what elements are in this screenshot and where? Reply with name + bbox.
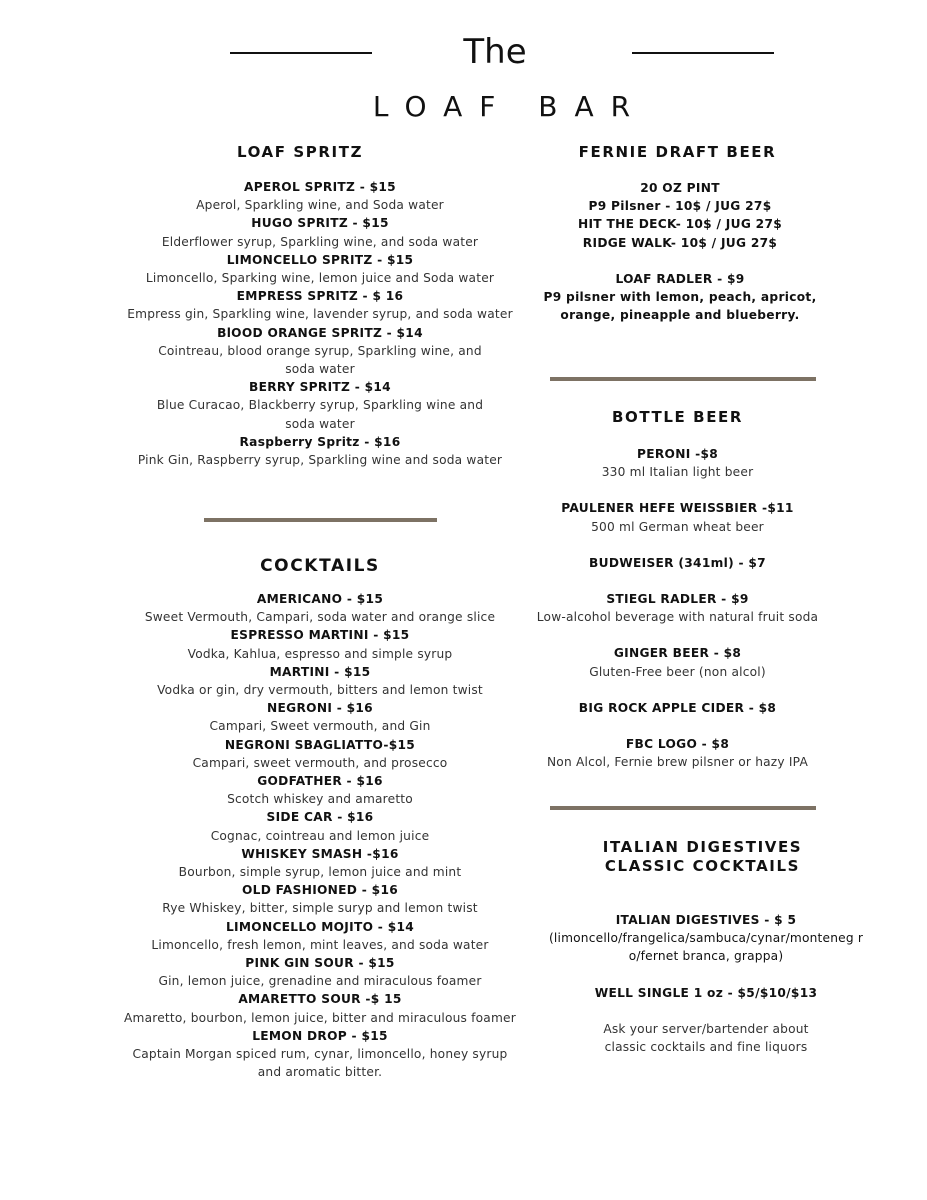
list-item	[110, 626, 530, 662]
item-name: Raspberry Spritz - $16	[239, 434, 401, 449]
item-desc: Sweet Vermouth, Campari, soda water and orange slice	[144, 610, 496, 625]
item-desc: Elderflower syrup, Sparkling wine, and soda water	[161, 234, 479, 249]
item-desc: Cognac, cointreau and lemon juice	[210, 828, 430, 843]
item-desc: Empress gin, Sparkling wine, lavender syrup, and soda water	[127, 307, 513, 322]
list-item	[110, 954, 530, 990]
list-item	[110, 772, 530, 808]
item-name: GODFATHER - $16	[257, 774, 383, 789]
list-item	[520, 499, 835, 535]
list-item	[520, 735, 835, 771]
spacer	[548, 1002, 864, 1020]
item-name: BERRY SPRITZ - $14	[249, 380, 391, 395]
item-name: BIG ROCK APPLE CIDER - $8	[578, 700, 777, 715]
radler-desc: P9 pilsner with lemon, peach, apricot, orange, pineapple and blueberry.	[543, 290, 817, 323]
header-the: The	[463, 32, 527, 72]
item-desc: 330 ml Italian light beer	[601, 465, 754, 480]
item-name: BlOOD ORANGE SPRITZ - $14	[217, 325, 423, 340]
item-name: HUGO SPRITZ - $15	[251, 216, 389, 231]
item-name: LIMONCELLO SPRITZ - $15	[226, 252, 414, 267]
list-item	[120, 287, 520, 323]
item-name: FBC LOGO - $8	[625, 737, 730, 752]
list-item	[110, 918, 530, 954]
list-item	[110, 990, 530, 1026]
radler-name: LOAF RADLER - $9	[615, 271, 745, 286]
item-name: EMPRESS SPRITZ - $ 16	[236, 289, 404, 304]
list-item	[110, 1027, 530, 1082]
item-name: BUDWEISER (341ml) - $7	[589, 555, 766, 570]
item-desc: Scotch whiskey and amaretto	[227, 792, 413, 807]
cocktails-heading: COCKTAILS	[260, 556, 380, 576]
item-name: LEMON DROP - $15	[252, 1028, 388, 1043]
item-name: GINGER BEER - $8	[613, 646, 742, 661]
divider-right-1	[550, 377, 816, 381]
item-desc: Limoncello, Sparking wine, lemon juice and Soda water	[145, 271, 495, 286]
digestives-heading-line1: ITALIAN DIGESTIVES	[602, 838, 803, 856]
item-desc: Cointreau, blood orange syrup, Sparkling wine, and soda water	[158, 343, 482, 377]
spacer	[520, 717, 835, 735]
item-desc: Rye Whiskey, bitter, simple suryp and lemon twist	[162, 901, 478, 916]
pint-label: 20 OZ PINT	[640, 181, 720, 195]
item-desc: 500 ml German wheat beer	[591, 519, 764, 534]
list-item	[110, 881, 530, 917]
item-name: AMERICANO - $15	[256, 592, 384, 606]
item-name: SIDE CAR - $16	[266, 810, 374, 825]
list-item	[520, 554, 835, 572]
list-item	[120, 378, 520, 433]
item-desc: Campari, Sweet vermouth, and Gin	[209, 719, 431, 734]
item-name: APEROL SPRITZ - $15	[244, 180, 396, 194]
digestives-list	[548, 911, 864, 1056]
item-name: ESPRESSO MARTINI - $15	[230, 628, 410, 643]
list-item	[120, 324, 520, 379]
loaf-spritz-heading: LOAF SPRITZ	[236, 143, 364, 161]
draft-line: RIDGE WALK- 10$ / JUG 27$	[582, 235, 778, 250]
item-desc: Pink Gin, Raspberry syrup, Sparkling wine and soda water	[137, 453, 503, 468]
draft-beer-list	[530, 179, 830, 324]
list-item	[110, 699, 530, 735]
cocktails-list	[110, 590, 530, 1081]
spacer	[520, 536, 835, 554]
spacer	[530, 252, 830, 270]
list-item	[120, 251, 520, 287]
well-single: WELL SINGLE 1 oz - $5/$10/$13	[594, 985, 818, 1000]
digestives-heading-line2: CLASSIC COCKTAILS	[604, 857, 801, 875]
list-item	[120, 178, 520, 214]
list-item	[110, 808, 530, 844]
spacer	[520, 626, 835, 644]
list-item	[110, 736, 530, 772]
loaf-spritz-list	[120, 178, 520, 469]
item-desc: Bourbon, simple syrup, lemon juice and mint	[178, 865, 462, 880]
item-desc: Captain Morgan spiced rum, cynar, limoncello, honey syrup and aromatic bitter.	[132, 1047, 508, 1080]
digestive-name: ITALIAN DIGESTIVES - $ 5	[615, 913, 797, 927]
list-item	[120, 433, 520, 469]
list-item	[110, 845, 530, 881]
item-desc: Gluten-Free beer (non alcol)	[589, 664, 766, 679]
server-note: Ask your server/bartender about classic cocktails and fine liquors	[603, 1021, 809, 1055]
item-name: PAULENER HEFE WEISSBIER -$11	[561, 501, 794, 516]
item-name: NEGRONI SBAGLIATTO-$15	[224, 737, 416, 752]
item-name: STIEGL RADLER - $9	[606, 592, 749, 607]
item-name: PERONI -$8	[637, 447, 718, 461]
list-item	[110, 663, 530, 699]
item-name: AMARETTO SOUR -$ 15	[238, 992, 402, 1007]
divider-right-2	[550, 806, 816, 810]
page-title: LOAF BAR	[372, 90, 648, 123]
item-name: NEGRONI - $16	[267, 701, 373, 716]
divider-left	[204, 518, 437, 522]
draft-beer-heading: FERNIE DRAFT BEER	[578, 143, 777, 161]
item-name: WHISKEY SMASH -$16	[241, 846, 399, 861]
list-item	[120, 214, 520, 250]
digestive-desc: (limoncello/frangelica/sambuca/cynar/monteneg ro/fernet branca, grappa)	[548, 931, 864, 964]
item-desc: Low-alcohol beverage with natural fruit soda	[536, 610, 819, 625]
item-name: OLD FASHIONED - $16	[241, 883, 399, 898]
item-desc: Campari, sweet vermouth, and prosecco	[192, 755, 448, 770]
spacer	[520, 572, 835, 590]
bottle-beer-list	[520, 445, 835, 771]
list-item	[520, 699, 835, 717]
list-item	[520, 590, 835, 626]
list-item	[520, 445, 835, 481]
item-name: LIMONCELLO MOJITO - $14	[225, 919, 415, 934]
item-desc: Gin, lemon juice, grenadine and miraculous foamer	[158, 974, 482, 989]
item-desc: Vodka, Kahlua, espresso and simple syrup	[187, 646, 453, 661]
item-desc: Aperol, Sparkling wine, and Soda water	[196, 198, 444, 213]
item-desc: Blue Curacao, Blackberry syrup, Sparkling wine and soda water	[156, 398, 484, 431]
spacer	[520, 681, 835, 699]
item-name: MARTINI - $15	[269, 664, 371, 679]
draft-line: P9 Pilsner - 10$ / JUG 27$	[588, 199, 772, 214]
list-item	[110, 590, 530, 626]
item-desc: Amaretto, bourbon, lemon juice, bitter and miraculous foamer	[124, 1010, 516, 1025]
item-name: PINK GIN SOUR - $15	[245, 956, 395, 971]
bottle-beer-heading: BOTTLE BEER	[611, 408, 744, 426]
item-desc: Limoncello, fresh lemon, mint leaves, and soda water	[151, 937, 489, 952]
item-desc: Non Alcol, Fernie brew pilsner or hazy IPA	[546, 755, 808, 770]
list-item	[520, 644, 835, 680]
draft-line: HIT THE DECK- 10$ / JUG 27$	[577, 217, 783, 232]
item-desc: Vodka or gin, dry vermouth, bitters and lemon twist	[157, 683, 483, 698]
spacer	[520, 481, 835, 499]
spacer	[548, 966, 864, 984]
